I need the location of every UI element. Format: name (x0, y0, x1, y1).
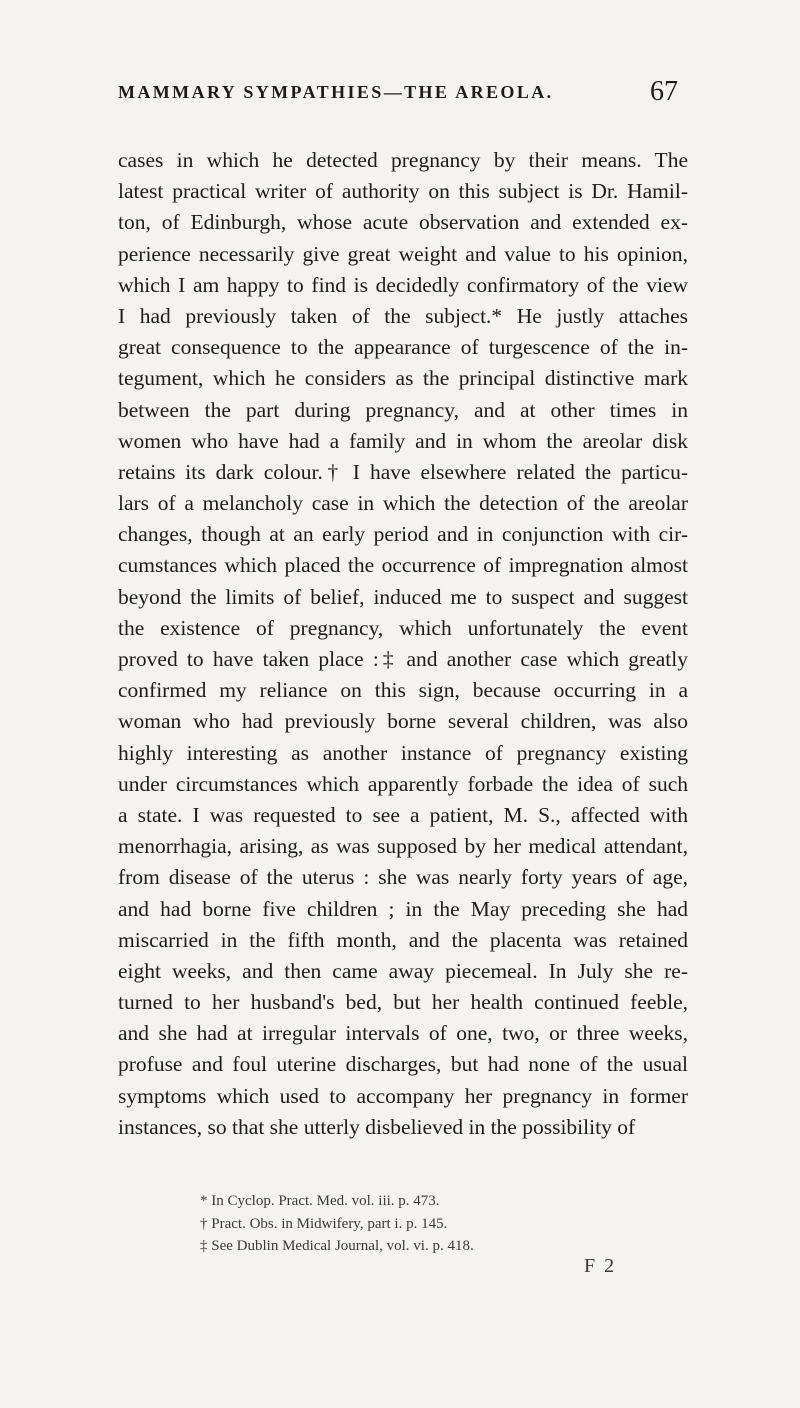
text-line: from disease of the uterus : she was nearly forty years of age, (118, 865, 688, 890)
footnote: * In Cyclop. Pract. Med. vol. iii. p. 473. (200, 1193, 440, 1209)
text-line: cases in which he detected pregnancy by their means. The (118, 148, 688, 172)
text-line: highly interesting as another instance of pregnancy existing (118, 740, 688, 765)
running-head: MAMMARY SYMPATHIES—THE AREOLA. (118, 82, 554, 102)
text-line: which I am happy to find is decidedly confirmatory of the view (118, 272, 688, 297)
text-line: cumstances which placed the occurrence of impregnation almost (118, 553, 688, 578)
text-line: woman who had previously borne several children, was also (118, 709, 688, 734)
text-line: proved to have taken place :‡ and another case which greatly (118, 647, 688, 671)
text-line: and she had at irregular intervals of one, two, or three weeks, (118, 1021, 688, 1046)
text-line: and had borne five children ; in the May preceding she had (118, 896, 688, 921)
page-number: 67 (650, 76, 678, 107)
text-line: turned to her husband's bed, but her health continued feeble, (118, 990, 688, 1015)
text-line: between the part during pregnancy, and at other times in (118, 397, 688, 422)
text-line: beyond the limits of belief, induced me to suspect and suggest (118, 584, 688, 609)
text-line: perience necessarily give great weight and value to his opinion, (118, 241, 688, 266)
text-line: great consequence to the appearance of turgescence of the in- (118, 335, 688, 360)
text-line: a state. I was requested to see a patient, M. S., affected with (118, 802, 688, 827)
text-line: lars of a melancholy case in which the detection of the areolar (118, 491, 688, 516)
signature-mark: F 2 (584, 1255, 617, 1277)
text-line: tegument, which he considers as the principal distinctive mark (118, 366, 688, 391)
body-text (118, 145, 688, 1143)
footnote: † Pract. Obs. in Midwifery, part i. p. 145. (200, 1215, 448, 1232)
text-line: eight weeks, and then came away piecemeal. In July she re- (118, 958, 688, 983)
text-line: women who have had a family and in whom the areolar disk (118, 428, 688, 453)
text-line: under circumstances which apparently forbade the idea of such (118, 771, 688, 796)
text-line: miscarried in the fifth month, and the placenta was retained (118, 927, 688, 952)
text-line: ton, of Edinburgh, whose acute observation and extended ex- (118, 210, 688, 235)
text-line: I had previously taken of the subject.* He justly attaches (118, 303, 688, 328)
text-line: retains its dark colour.† I have elsewhere related the particu- (118, 459, 688, 484)
footnotes (200, 1190, 620, 1258)
text-line: changes, though at an early period and in conjunction with cir- (118, 522, 688, 547)
text-line: menorrhagia, arising, as was supposed by her medical attendant, (118, 834, 688, 859)
footnote: ‡ See Dublin Medical Journal, vol. vi. p. 418. (200, 1238, 474, 1254)
text-line: confirmed my reliance on this sign, because occurring in a (118, 678, 688, 703)
text-line: instances, so that she utterly disbelieved in the possibility of (118, 1114, 636, 1139)
text-line: symptoms which used to accompany her pregnancy in former (118, 1083, 688, 1108)
text-line: the existence of pregnancy, which unfortunately the event (118, 615, 688, 640)
text-line: latest practical writer of authority on this subject is Dr. Hamil- (118, 179, 688, 204)
text-line: profuse and foul uterine discharges, but had none of the usual (118, 1052, 688, 1077)
page-header (118, 76, 678, 122)
